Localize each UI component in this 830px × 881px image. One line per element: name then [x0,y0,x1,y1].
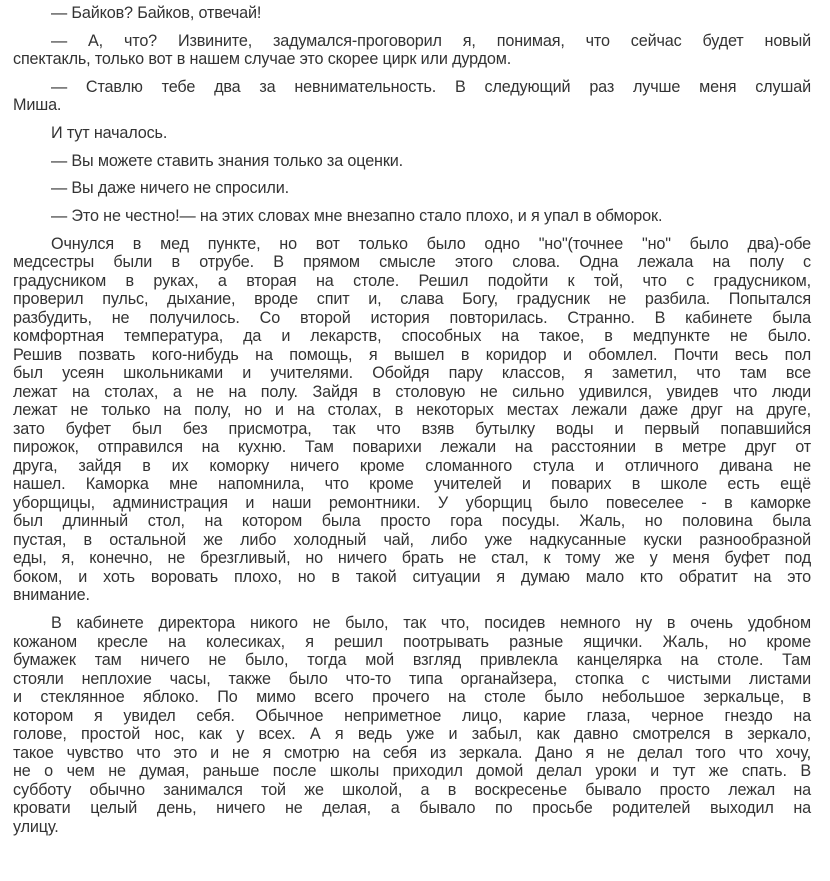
paragraph [13,124,811,143]
text-line: еды, я, конечно, не брезгливый, но ничего брать не стал, к тому же у меня буфет под [13,549,811,568]
text-line: медсестры были в отрубе. В прямом смысле этого слова. Одна лежала на полу с [13,253,811,272]
paragraph [13,207,811,226]
text-line: — Вы можете ставить знания только за оценки. [51,151,404,170]
text-line: стояли неплохие часы, также было что-то типа органайзера, стопка с чистыми листами [13,669,811,688]
text-line: уборщицы, администрация и наши ремонтники. У уборщиц было повеселее - в каморке [13,493,811,512]
text-line: кожаном кресле на колесиках, я решил поотрывать разные ящички. Жаль, но кроме [13,632,811,651]
document-body [13,4,811,845]
paragraph [13,152,811,171]
text-line: был длинный стол, на котором была просто гора посуды. Жаль, но половина была [13,512,811,531]
text-line: друга, зайдя в их коморку ничего кроме сломанного стула и отличного дивана не [13,456,811,475]
text-line: Решив позвать кого-нибудь на помощь, я вышел в коридор и обомлел. Почти весь пол [13,345,811,364]
text-line: котором я увидел себя. Обычное неприметное лицо, карие глаза, черное гнездо на [13,706,811,725]
text-line: — Вы даже ничего не спросили. [51,179,289,198]
text-line: В кабинете директора никого не было, так что, посидев немного ну в очень удобном [51,614,811,632]
paragraph [13,179,811,198]
text-line: комфортная температура, да и лекарств, способных на такое, в медпункте не было. [13,327,811,346]
text-line: боком, и хоть воровать плохо, но в такой ситуации я думаю мало кто обратит на это [13,567,811,586]
paragraph [13,4,811,23]
text-line: такое чувство что это и не я смотрю на себя из зеркала. Дано я не делал того что хочу, [13,743,811,762]
text-line: и стеклянное яблоко. По мимо всего прочего на столе было небольшое зеркальце, в [13,688,811,706]
text-line: — Байков? Байков, отвечай! [51,4,262,22]
text-line: градусником в руках, а вторая на столе. Решил подойти к той, что с градусником, [13,271,811,290]
text-line: голове, простой нос, как у всех. А я ведь уже и забыл, как давно смотрелся в зеркало, [13,725,811,743]
text-line: был усеян школьниками и учителями. Обойдя пару классов, я заметил, что там все [13,364,811,383]
text-line: пирожок, отправился на кухню. Там поварихи лежали на расстоянии в метре друг от [13,438,811,457]
text-line: Очнулся в мед пункте, но вот только было одно "но"(точнее "но" было два)-обе [51,234,811,253]
text-line: И тут началось. [51,124,168,143]
text-line: — А, что? Извините, задумался-проговорил я, понимая, что сейчас будет новый [51,31,811,50]
text-line: — Это не честно!— на этих словах мне внезапно стало плохо, и я упал в обморок. [51,207,663,226]
text-line: — Ставлю тебе два за невнимательность. В следующий раз лучше меня слушай [51,77,811,96]
text-line: спектакль, только вот в нашем случае это скорее цирк или дурдом. [13,50,512,69]
text-line: улицу. [13,817,59,836]
text-line: лежат не только на полу, но и на столах, в некоторых местах лежали даже друг на друге, [13,401,811,420]
paragraph [13,614,811,836]
text-line: Миша. [13,96,62,115]
paragraph [13,78,811,115]
text-line: внимание. [13,586,90,605]
text-line: субботу обычно занимался той же школой, а в воскресенье бывало просто лежал на [13,780,811,799]
text-line: бумажек там ничего не было, тогда мой взгляд привлекла канцелярка на столе. Там [13,651,811,669]
text-line: кровати целый день, ничего не делая, а бывало по просьбе родителей выходил на [13,799,811,817]
text-line: не о чем не думая, раньше после школы приходил домой делал уроки и тут же спать. В [13,762,811,780]
text-line: пустая, в остальной же либо холодный чай, либо уже надкусанные куски разнообразной [13,530,811,549]
text-line: проверил пульс, дыхание, вроде спит и, слава Богу, градусник не разбила. Попытался [13,290,811,309]
text-line: зато буфет был без присмотра, так что взяв бутылку воды и первый попавшийся [13,419,811,438]
text-line: нашел. Каморка мне напомнила, что кроме учителей и поварих в школе есть ещё [13,475,811,494]
paragraph [13,235,811,605]
text-line: разбудить, не получилось. Со второй история повторилась. Странно. В кабинете была [13,308,811,327]
paragraph [13,32,811,69]
text-line: лежат на столах, а не на полу. Зайдя в столовую не сильно удивился, увидев что люди [13,382,811,401]
